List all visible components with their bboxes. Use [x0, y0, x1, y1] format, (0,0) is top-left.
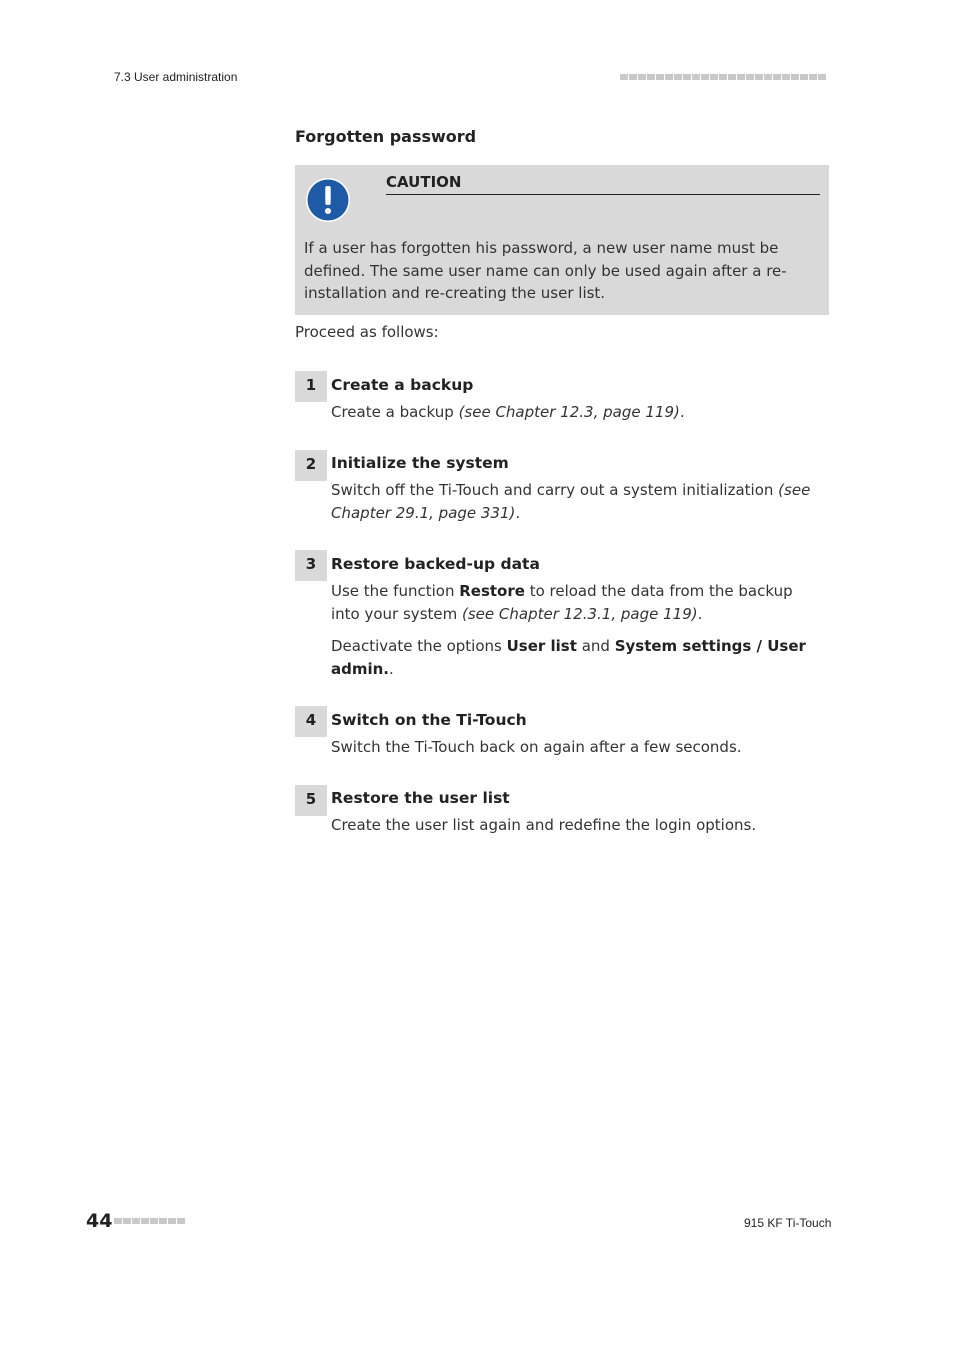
- header-decoration-squares: [620, 74, 826, 80]
- cross-reference-link[interactable]: (see Chapter 12.3.1, page 119): [462, 605, 698, 623]
- exclamation-icon: [305, 177, 351, 223]
- step-title: Create a backup: [331, 376, 474, 394]
- page-number: 44: [86, 1210, 113, 1232]
- step-number: 3: [295, 550, 327, 581]
- step-body: Switch the Ti-Touch back on again after a few seconds.: [331, 738, 742, 756]
- step-title: Restore backed-up data: [331, 555, 540, 573]
- step-number: 4: [295, 706, 327, 737]
- footer-decoration-squares: [114, 1218, 185, 1224]
- step-title: Restore the user list: [331, 789, 510, 807]
- caution-label: CAUTION: [386, 173, 820, 195]
- step-body: Switch off the Ti-Touch and carry out a system initialization (see Chapter 29.1, page 331).: [331, 481, 811, 522]
- caution-text: If a user has forgotten his password, a new user name must be defined. The same user name can only be used again after a re-installation and re-creating the user list.: [304, 239, 787, 302]
- footer-product-name: 915 KF Ti-Touch: [744, 1216, 832, 1230]
- step-number: 1: [295, 371, 327, 402]
- step-body: Create a backup (see Chapter 12.3, page 119).: [331, 403, 685, 421]
- step-body: Use the function Restore to reload the data from the backup into your system (see Chapter 12.3.1, page 119). Deactivate the options User list and System settings / User admin..: [331, 582, 806, 678]
- step-number: 5: [295, 785, 327, 816]
- step-title: Switch on the Ti-Touch: [331, 711, 527, 729]
- running-header-section: 7.3 User administration: [114, 70, 238, 84]
- step-title: Initialize the system: [331, 454, 509, 472]
- step-number: 2: [295, 450, 327, 481]
- cross-reference-link[interactable]: (see Chapter 12.3, page 119): [458, 403, 680, 421]
- intro-text: Proceed as follows:: [295, 323, 439, 341]
- cross-reference-link[interactable]: (see Chapter 29.1, page 331): [331, 481, 811, 522]
- step-body: Create the user list again and redefine the login options.: [331, 816, 757, 834]
- section-title: Forgotten password: [295, 127, 477, 146]
